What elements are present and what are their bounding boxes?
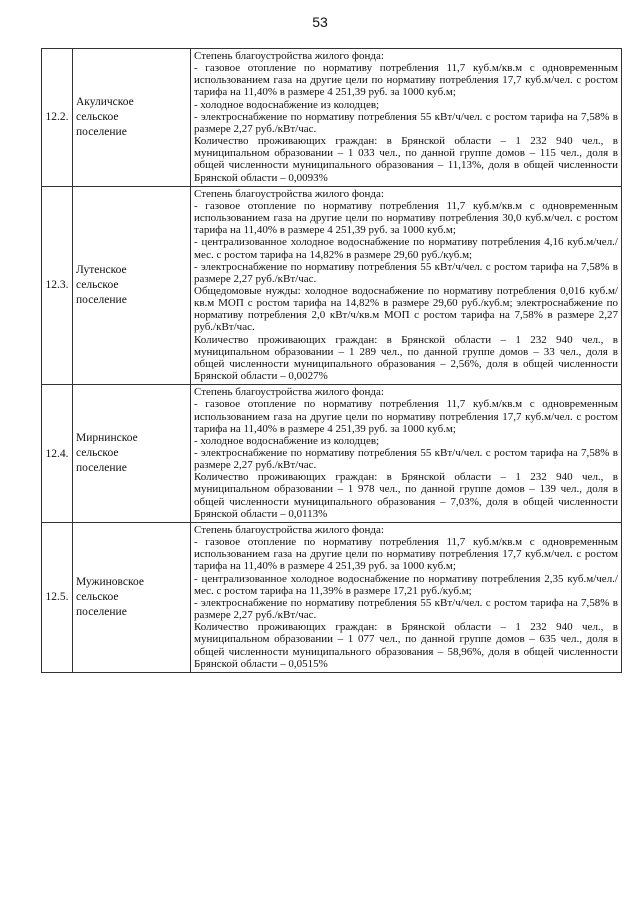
- description-paragraph: Количество проживающих граждан: в Брянской области – 1 232 940 чел., в муниципальном образовании – 1 077 чел., по данной группе домов – 635 чел., доля в общей численности муниципального образования – 58,96%, доля в общей численности Брянской области – 0,0515%: [194, 621, 618, 670]
- settlement-name-line: сельское: [76, 447, 119, 460]
- page-number: 53: [312, 14, 328, 30]
- row-number: 12.2.: [42, 49, 73, 187]
- description-paragraph: Количество проживающих граждан: в Брянской области – 1 232 940 чел., в муниципальном образовании – 1 033 чел., по данной группе домов – 115 чел., доля в общей численности муниципального образования – 11,13%, доля в общей численности Брянской области – 0,0093%: [194, 135, 618, 184]
- description-paragraph: Количество проживающих граждан: в Брянской области – 1 232 940 чел., в муниципальном образовании – 1 289 чел., по данной группе домов – 33 чел., доля в общей численности муниципального образования – 2,56%, доля в общей численности Брянской области – 0,0027%: [194, 333, 618, 383]
- table-row: [42, 186, 622, 385]
- description-paragraph: - централизованное холодное водоснабжение по нормативу потребления 4,16 куб.м/чел./мес. с ростом тарифа на 14,82% в размере 29,60 руб./куб.м;: [194, 236, 618, 261]
- row-number: 12.4.: [42, 385, 73, 523]
- settlement-name-line: сельское: [76, 590, 119, 603]
- description-paragraph: - электроснабжение по нормативу потребления 55 кВт/ч/чел. с ростом тарифа на 7,58% в размере 2,27 руб./кВт/час.: [194, 447, 618, 472]
- description-paragraph: Степень благоустройства жилого фонда:: [194, 187, 384, 200]
- settlement-name: [73, 522, 191, 672]
- description-paragraph: - централизованное холодное водоснабжение по нормативу потребления 2,35 куб.м/чел./мес. с ростом тарифа на 11,39% в размере 17,21 руб./куб.м;: [194, 572, 618, 597]
- description-paragraph: - холодное водоснабжение из колодцев;: [194, 434, 380, 447]
- settlement-name-line: Акуличское: [76, 95, 134, 108]
- description-paragraph: - газовое отопление по нормативу потребления 11,7 куб.м/кв.м с одновременным использованием газа на другие цели по нормативу потребления 30,0 куб.м/чел. с ростом тарифа на 11,40% в размере 4 251,39 руб. за 1000 куб.м;: [194, 199, 618, 237]
- settlement-name: [73, 385, 191, 523]
- settlement-name-line: поселение: [76, 125, 127, 138]
- description-paragraph: Количество проживающих граждан: в Брянской области – 1 232 940 чел., в муниципальном образовании – 1 978 чел., по данной группе домов – 139 чел., доля в общей численности муниципального образования – 7,03%, доля в общей численности Брянской области – 0,0113%: [194, 471, 618, 520]
- row-number: 12.3.: [42, 186, 73, 385]
- settlement-description: [191, 186, 622, 385]
- description-paragraph: - электроснабжение по нормативу потребления 55 кВт/ч/чел. с ростом тарифа на 7,58% в размере 2,27 руб./кВт/час.: [194, 260, 618, 285]
- settlement-name-line: поселение: [76, 462, 127, 475]
- settlement-name: [73, 49, 191, 187]
- description-paragraph: Общедомовые нужды: холодное водоснабжение по нормативу потребления 0,016 куб.м/кв.м МОП с ростом тарифа на 14,82% в размере 29,60 руб./куб.м; электроснабжение по нормативу потребления 2,0 кВт/ч/кв.м МОП с ростом тарифа на 7,58% в размере 2,27 руб./кВт/час.: [194, 284, 618, 334]
- settlement-name-line: сельское: [76, 278, 119, 291]
- table-row: [42, 49, 622, 187]
- table-row: [42, 385, 622, 523]
- description-paragraph: - газовое отопление по нормативу потребления 11,7 куб.м/кв.м с одновременным использованием газа на другие цели по нормативу потребления 17,7 куб.м/чел. с ростом тарифа на 11,40% в размере 4 251,39 руб. за 1000 куб.м;: [194, 536, 618, 573]
- settlement-description: [191, 522, 622, 672]
- settlement-description: [191, 49, 622, 187]
- description-paragraph: - газовое отопление по нормативу потребления 11,7 куб.м/кв.м с одновременным использованием газа на другие цели по нормативу потребления 17,7 куб.м/чел. с ростом тарифа на 11,40% в размере 4 251,39 руб. за 1000 куб.м;: [194, 62, 618, 99]
- settlement-name-line: Мирнинское: [76, 432, 138, 445]
- settlement-name: [73, 186, 191, 385]
- table-row: [42, 522, 622, 672]
- settlement-description: [191, 385, 622, 523]
- settlement-name-line: поселение: [76, 605, 127, 618]
- description-paragraph: - холодное водоснабжение из колодцев;: [194, 98, 380, 111]
- row-number: 12.5.: [42, 522, 73, 672]
- description-paragraph: Степень благоустройства жилого фонда:: [194, 386, 384, 399]
- description-paragraph: - электроснабжение по нормативу потребления 55 кВт/ч/чел. с ростом тарифа на 7,58% в размере 2,27 руб./кВт/час.: [194, 596, 618, 622]
- description-paragraph: Степень благоустройства жилого фонда:: [194, 523, 384, 536]
- settlement-name-line: сельское: [76, 110, 119, 123]
- description-paragraph: Степень благоустройства жилого фонда:: [194, 50, 384, 62]
- description-paragraph: - электроснабжение по нормативу потребления 55 кВт/ч/чел. с ростом тарифа на 7,58% в размере 2,27 руб./кВт/час.: [194, 110, 618, 135]
- settlement-name-line: Мужиновское: [76, 575, 145, 588]
- settlements-table: [41, 48, 622, 673]
- description-paragraph: - газовое отопление по нормативу потребления 11,7 куб.м/кв.м с одновременным использованием газа на другие цели по нормативу потребления 17,7 куб.м/чел. с ростом тарифа на 11,40% в размере 4 251,39 руб. за 1000 куб.м;: [194, 398, 618, 435]
- settlement-name-line: поселение: [76, 293, 127, 306]
- settlement-name-line: Лутенское: [76, 263, 127, 276]
